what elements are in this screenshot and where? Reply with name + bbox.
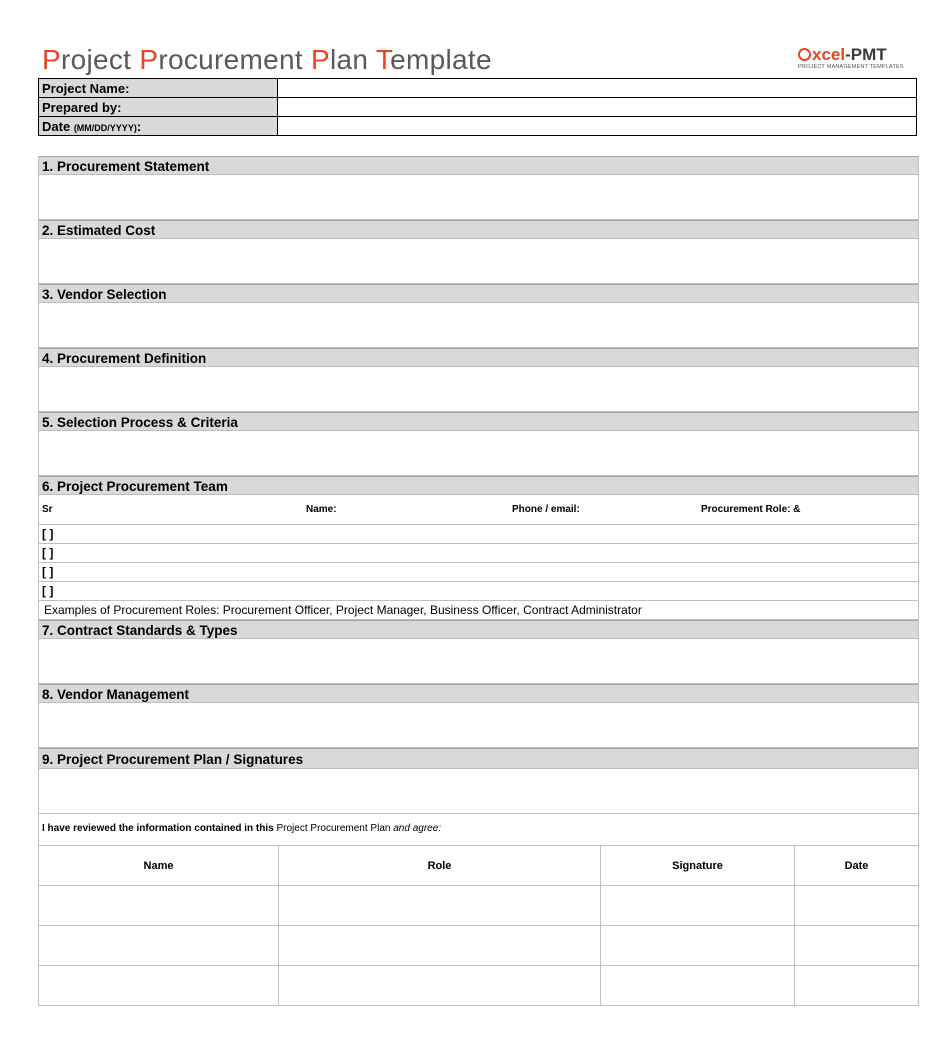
- signature-row: [39, 886, 918, 926]
- section-procurement-definition-field[interactable]: [39, 367, 918, 412]
- section-signatures-heading: 9. Project Procurement Plan / Signatures: [39, 748, 918, 769]
- title-initial: P: [42, 44, 61, 75]
- section-procurement-team-heading: 6. Project Procurement Team: [39, 476, 918, 495]
- title-initial: T: [375, 44, 391, 75]
- date-colon: :: [136, 118, 142, 134]
- title-initial: P: [139, 44, 159, 75]
- sig-role-cell[interactable]: [279, 966, 601, 1006]
- agree-part2: Project Procurement Plan: [276, 823, 391, 834]
- prepared-by-field[interactable]: [278, 98, 917, 117]
- section-contract-standards-heading: 7. Contract Standards & Types: [39, 620, 918, 639]
- logo-pmt: -PMT: [845, 45, 887, 64]
- sig-col-date: Date: [795, 846, 919, 886]
- sig-signature-cell[interactable]: [601, 966, 795, 1006]
- date-field[interactable]: [278, 117, 917, 136]
- sig-role-cell[interactable]: [279, 926, 601, 966]
- sig-name-cell[interactable]: [39, 966, 279, 1006]
- section-contract-standards-field[interactable]: [39, 639, 918, 684]
- sig-name-cell[interactable]: [39, 886, 279, 926]
- section-vendor-selection-field[interactable]: [39, 303, 918, 348]
- sig-date-cell[interactable]: [795, 886, 919, 926]
- signature-row: [39, 926, 918, 966]
- title-initial: P: [311, 44, 331, 75]
- logo-tagline: PROJECT MANAGEMENT TEMPLATES: [798, 64, 904, 70]
- section-procurement-definition-heading: 4. Procurement Definition: [39, 348, 918, 367]
- project-name-field[interactable]: [278, 79, 917, 98]
- team-col-role: Procurement Role: &: [701, 504, 801, 515]
- section-vendor-selection-heading: 3. Vendor Selection: [39, 284, 918, 303]
- section-vendor-management-heading: 8. Vendor Management: [39, 684, 918, 703]
- team-col-sr: Sr: [42, 504, 53, 515]
- signature-row: [39, 966, 918, 1006]
- page-title: [42, 44, 492, 76]
- section-procurement-statement-heading: 1. Procurement Statement: [39, 156, 918, 175]
- section-estimated-cost-heading: 2. Estimated Cost: [39, 220, 918, 239]
- sig-col-role: Role: [279, 846, 601, 886]
- team-col-phone: Phone / email:: [512, 504, 580, 515]
- section-vendor-management-field[interactable]: [39, 703, 918, 748]
- agree-part3: and agree:: [390, 823, 442, 834]
- procurement-form: [38, 156, 919, 1006]
- team-row[interactable]: [ ]: [39, 544, 918, 563]
- sig-role-cell[interactable]: [279, 886, 601, 926]
- date-label-text: Date: [42, 118, 71, 134]
- logo-e-icon: [798, 48, 811, 61]
- excel-pmt-logo: [798, 46, 914, 74]
- sig-col-signature: Signature: [601, 846, 795, 886]
- team-table-header: [39, 495, 918, 525]
- sig-signature-cell[interactable]: [601, 886, 795, 926]
- section-selection-process-heading: 5. Selection Process & Criteria: [39, 412, 918, 431]
- project-info-table: [38, 78, 917, 136]
- sig-col-name: Name: [39, 846, 279, 886]
- title-word: rocurement: [158, 44, 312, 75]
- title-word: roject: [60, 44, 140, 75]
- sig-date-cell[interactable]: [795, 966, 919, 1006]
- section-estimated-cost-field[interactable]: [39, 239, 918, 284]
- title-word: lan: [330, 44, 376, 75]
- date-label: [39, 117, 278, 136]
- section-procurement-statement-field[interactable]: [39, 175, 918, 220]
- agreement-statement: [39, 814, 918, 846]
- team-row[interactable]: [ ]: [39, 525, 918, 544]
- section-signatures-field[interactable]: [39, 769, 918, 814]
- procurement-roles-note: Examples of Procurement Roles: Procurement Officer, Project Manager, Business Officer, Contract Administrator: [39, 601, 918, 620]
- agree-part1: I have reviewed the information contained in this: [42, 823, 277, 834]
- team-col-name: Name:: [306, 504, 337, 515]
- logo-text: xcel: [812, 45, 846, 64]
- date-format-hint: (MM/DD/YYYY): [73, 122, 137, 133]
- section-selection-process-field[interactable]: [39, 431, 918, 476]
- sig-date-cell[interactable]: [795, 926, 919, 966]
- project-name-label: Project Name:: [39, 79, 278, 98]
- team-row[interactable]: [ ]: [39, 563, 918, 582]
- sig-signature-cell[interactable]: [601, 926, 795, 966]
- sig-name-cell[interactable]: [39, 926, 279, 966]
- signature-table: [39, 846, 918, 1006]
- team-row[interactable]: [ ]: [39, 582, 918, 601]
- title-word: emplate: [390, 44, 492, 75]
- prepared-by-label: Prepared by:: [39, 98, 278, 117]
